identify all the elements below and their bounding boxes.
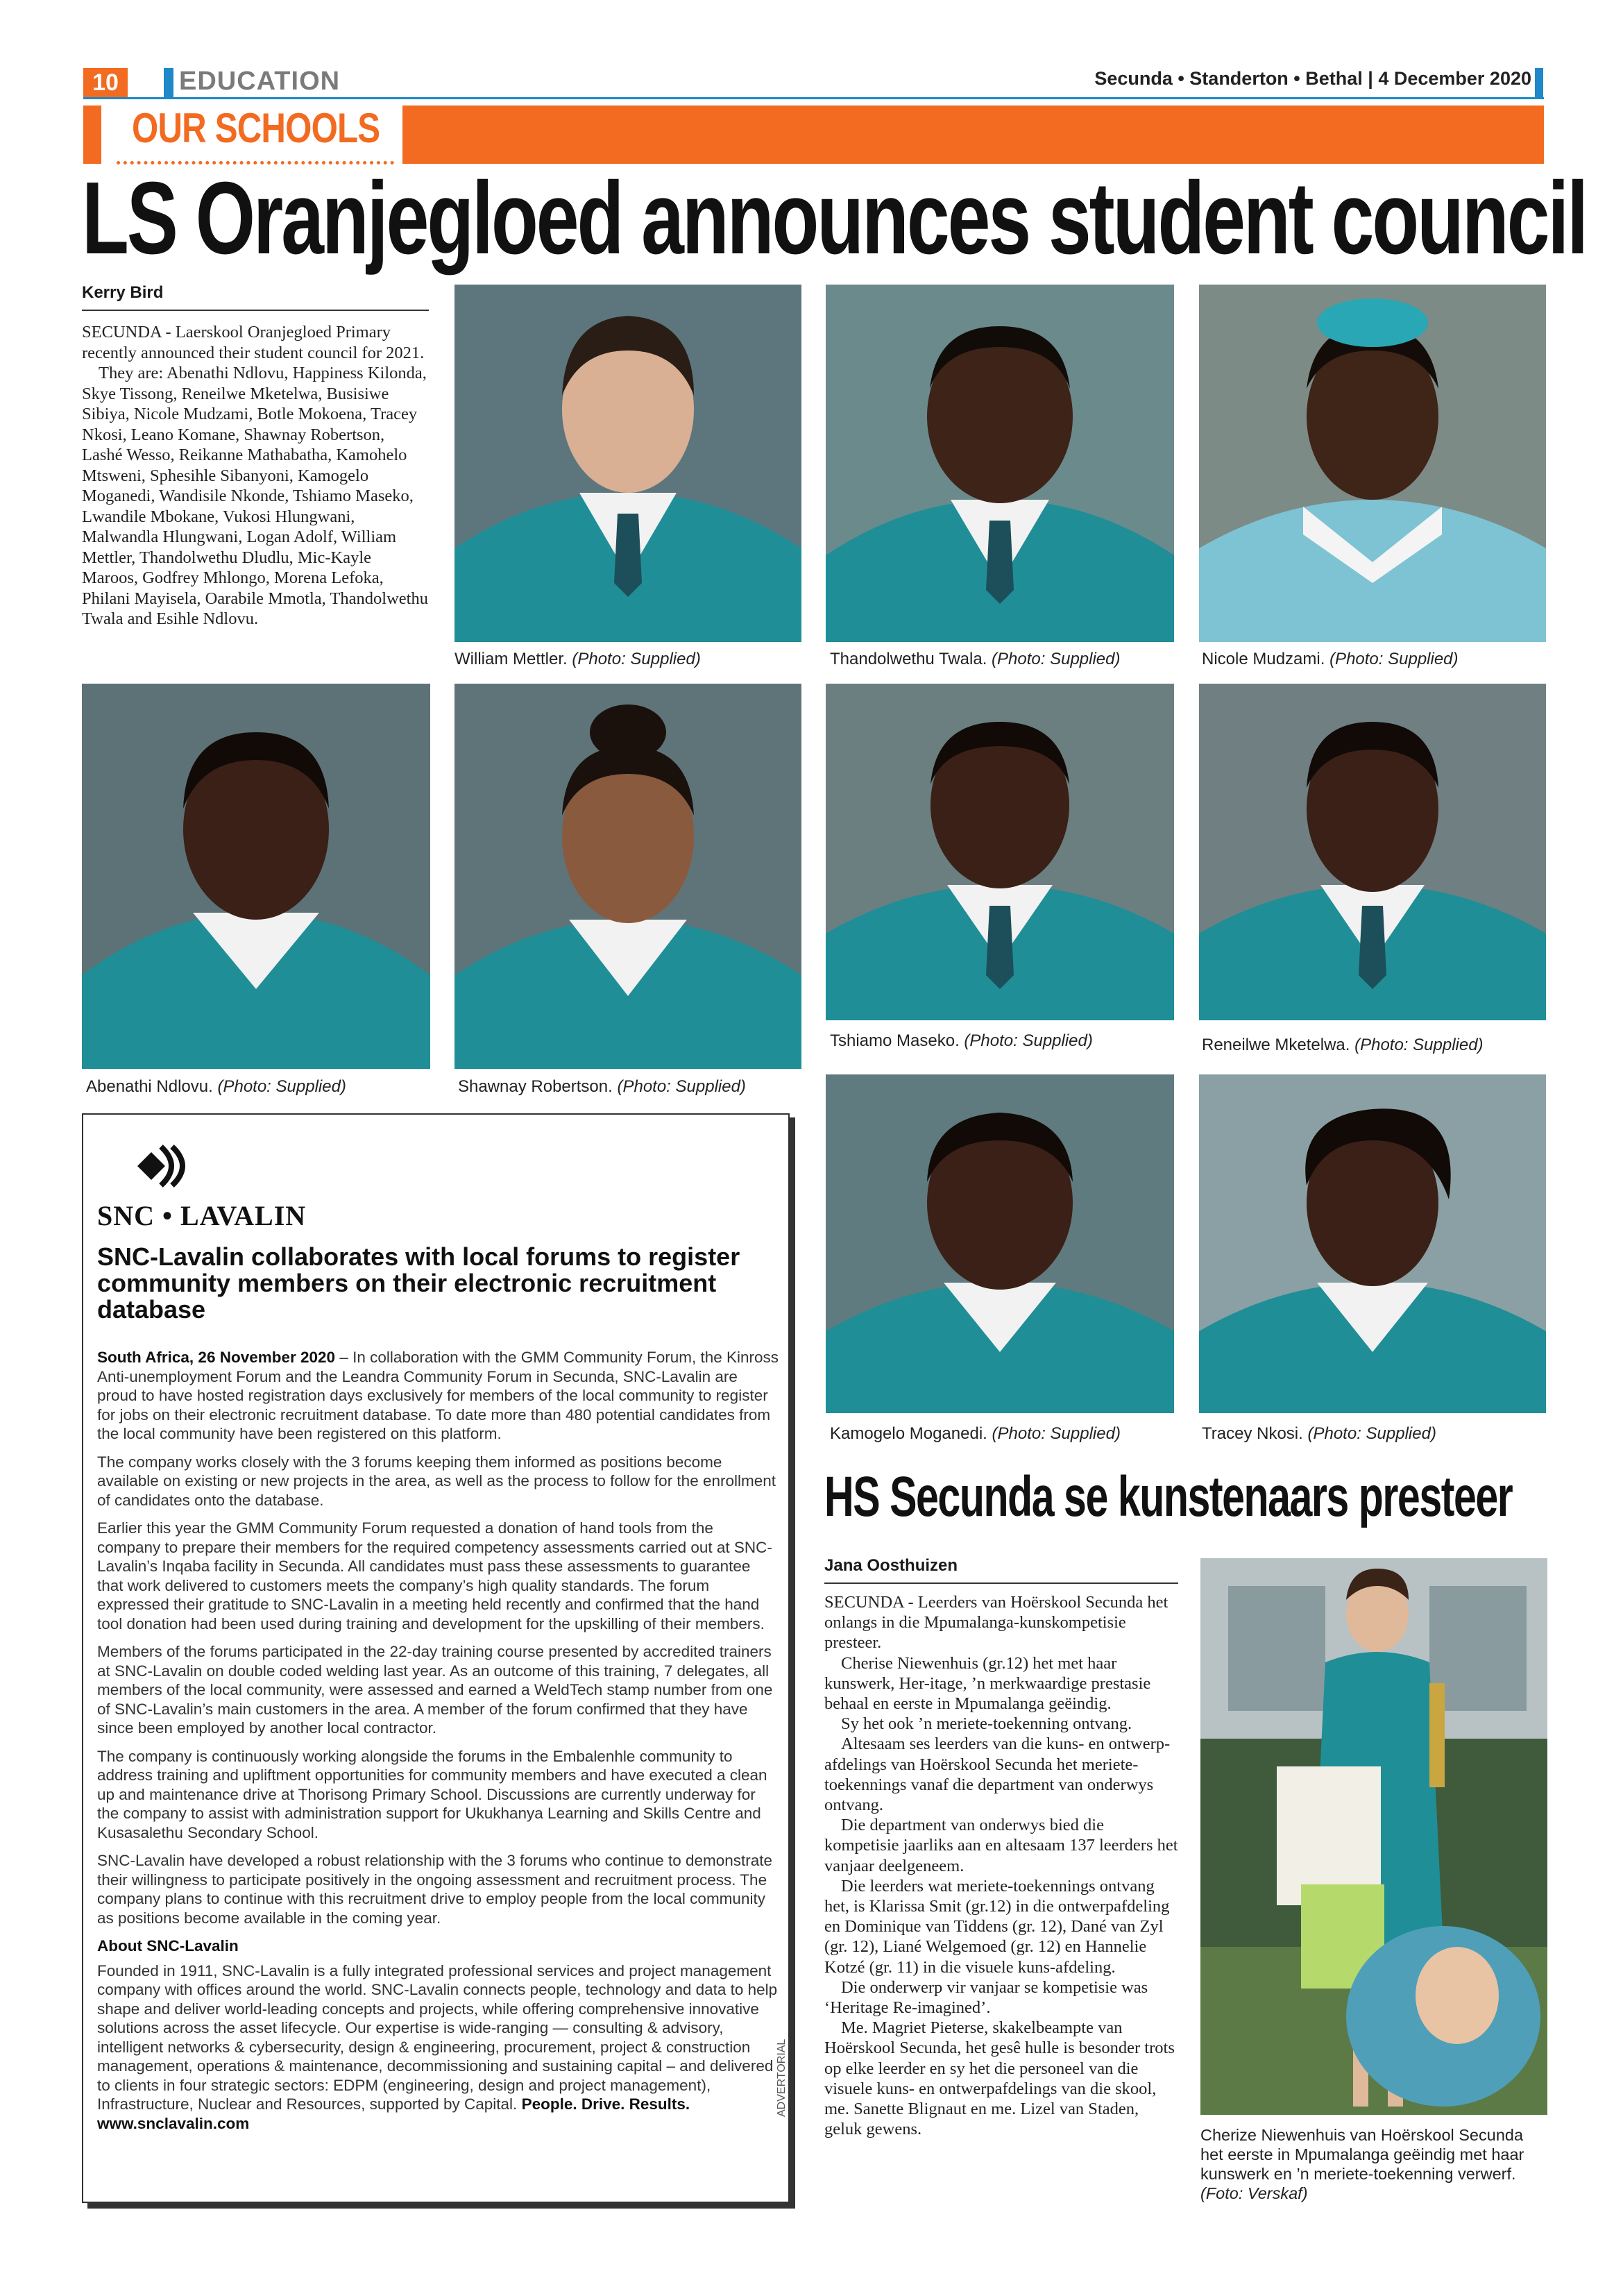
portrait-illustration (1199, 1074, 1546, 1413)
portrait-photo (454, 684, 801, 1069)
portrait-illustration (826, 1074, 1174, 1413)
portrait-illustration (82, 684, 430, 1069)
portrait-illustration (454, 285, 801, 642)
paragraph: South Africa, 26 November 2020 – In collaboration with the GMM Community Forum, the Kinross Anti-unemployment Forum and the Leandra Community Forum in Secunda, SNC-Lavalin are proud to have hosted registration days exclusively for members of the local community to register for jobs on their electronic recruitment database. To date more than 480 potential candidates from the local community have been registered on this platform. (97, 1349, 779, 1442)
paragraph: The company is continuously working alongside the forums in the Embalenhle community to address training and upliftment opportunities for community members and have executed a clean up and maintenance drive at Thorisong Primary School. Discussions are currently underway for the company to assist with administration support for Ukukhanya Learning and Skills Centre and Kusasalethu Secondary School. (97, 1747, 767, 1841)
paragraph: Sy het ook ’n meriete-toekenning ontvang. (841, 1714, 1132, 1734)
kicker-tab (83, 105, 101, 164)
kicker-band (402, 105, 1544, 164)
advertorial-body (97, 1348, 781, 2142)
paragraph: Founded in 1911, SNC-Lavalin is a fully integrated professional services and project management company with offices around the world. SNC-Lavalin connects people, technology and data to help shape and deliver world-leading concepts and projects, while offering comprehensive innovative solutions across the asset lifecycle. Our expertise is wide-ranging — consulting & advisory, intelligent networks & cybersecurity, design & engineering, procurement, project & construction management, operations & maintenance, decommissioning and sustaining capital – and delivered to clients in four strategic sectors: EDPM (engineering, design and project management), Infrastructure, Nuclear and Resources, supported by Capital. People. Drive. Results. www.snclavalin.com (97, 1961, 778, 2132)
article-photo (1200, 1558, 1547, 2115)
portrait-illustration (1199, 285, 1546, 642)
photo-caption: Shawnay Robertson. (Photo: Supplied) (458, 1077, 746, 1096)
photo-caption: Abenathi Ndlovu. (Photo: Supplied) (86, 1077, 346, 1096)
portrait-photo (1199, 285, 1546, 642)
paragraph: Me. Magriet Pieterse, skakelbeampte van Hoërskool Secunda, het gesê hulle is besonder trots op elke leerder en sy het die personeel van die visuele kuns- en ontwerpafdelings van die skool, me. Sanette Blignaut en me. Lizel van Staden, geluk gewens. (824, 2018, 1175, 2139)
photo-caption: William Mettler. (Photo: Supplied) (454, 650, 701, 668)
header-rule (83, 97, 1544, 99)
portrait-illustration (454, 684, 801, 1069)
headline: LS Oranjegloed announces student council (82, 161, 1587, 276)
page-number: 10 (83, 68, 128, 97)
dateline: Secunda • Standerton • Bethal | 4 December 2020 (1094, 68, 1531, 89)
paragraph: SECUNDA - Leerders van Hoërskool Secunda het onlangs in die Mpumalanga-kunskompetisie presteer. (824, 1593, 1169, 1653)
portrait-photo (826, 684, 1174, 1020)
byline-rule (82, 310, 429, 311)
photo-caption: Tracey Nkosi. (Photo: Supplied) (1202, 1424, 1436, 1443)
headline: HS Secunda se kunstenaars presteer (824, 1465, 1513, 1528)
paragraph: Members of the forums participated in the 22-day training course presented by accredited trainers at SNC-Lavalin on double coded welding last year. As an outcome of this training, 7 delegates, all members of the local community, were assessed and earned a WeldTech stamp number from one of SNC-Lavalin’s main customers in the area. A member of the forum confirmed that they have since been employed by another local contractor. (97, 1643, 773, 1737)
section-marker (164, 68, 173, 97)
byline: Kerry Bird (82, 283, 164, 302)
section-label: EDUCATION (179, 67, 341, 96)
portrait-photo (1199, 1074, 1546, 1413)
portrait-illustration (1199, 684, 1546, 1020)
paragraph: The company works closely with the 3 forums keeping them informed as positions become available on existing or new projects in the area, as well as the process to follow for the enrollment of candidates onto the database. (97, 1453, 776, 1509)
portrait-photo (826, 285, 1174, 642)
award-photo-illustration (1200, 1558, 1547, 2115)
portrait-photo (454, 285, 801, 642)
article-body (824, 1592, 1178, 2139)
ad-box-shadow (87, 2203, 795, 2209)
portrait-photo (1199, 684, 1546, 1020)
paragraph: Die leerders wat meriete-toekennings ontvang het, is Klarissa Smit (gr.12) in die ontwerpafdeling en Dominique van Tiddens (gr. 12), Dané van Zyl (gr. 12), Liané Welgemoed (gr. 12) en Hannelie Kotzé (gr. 11) in die visuele kuns-afdeling. (824, 1876, 1170, 1977)
advertorial-title: SNC-Lavalin collaborates with local forums to register community members on their electronic recruitment database (97, 1242, 740, 1324)
advertorial-label: ADVERTORIAL (776, 2038, 788, 2117)
byline: Jana Oosthuizen (824, 1556, 958, 1575)
photo-caption: Thandolwethu Twala. (Photo: Supplied) (830, 650, 1121, 668)
paragraph: Altesaam ses leerders van die kuns- en ontwerp-afdelings van Hoërskool Secunda het meriete-toekennings vanaf die department van onderwys ontvang. (824, 1734, 1171, 1815)
portrait-illustration (826, 285, 1174, 642)
photo-caption: Kamogelo Moganedi. (Photo: Supplied) (830, 1424, 1121, 1443)
byline-rule (824, 1582, 1178, 1584)
dateline-marker (1535, 68, 1543, 97)
paragraph: Die onderwerp vir vanjaar se kompetisie was ‘Heritage Re-imagined’. (824, 1977, 1148, 2018)
paragraph: SECUNDA - Laerskool Oranjegloed Primary recently announced their student council for 2021. (82, 323, 425, 362)
ad-box-shadow (790, 1117, 795, 2207)
photo-caption: Nicole Mudzami. (Photo: Supplied) (1202, 650, 1459, 668)
photo-caption: Cherize Niewenhuis van Hoërskool Secunda het eerste in Mpumalanga geëindig met haar kunswerk en ’n meriete-toekenning verwerf. (Foto: Verskaf) (1200, 2126, 1524, 2202)
paragraph: They are: Abenathi Ndlovu, Happiness Kilonda, Skye Tissong, Reneilwe Mketelwa, Busisiwe Sibiya, Nicole Mudzami, Botle Mokoena, Tracey Nkosi, Leano Komane, Shawnay Robertson, Lashé Wesso, Reikanne Mathabatha, Kamohelo Mtsweni, Sphesihle Sibanyoni, Kamogelo Moganedi, Wandisile Nkonde, Tshiamo Maseko, Lwandile Mbokane, Vukosi Hlungwani, Malwandla Hlungwani, Logan Adolf, William Mettler, Thandolwethu Dludlu, Mic-Kayle Maroos, Godfrey Mhlongo, Morena Lefoka, Philani Mayisela, Oarabile Mmotla, Thandolwethu Twala and Esihle Ndlovu. (82, 364, 428, 628)
portrait-illustration (826, 684, 1174, 1020)
portrait-photo (82, 684, 430, 1069)
snc-lavalin-logo-icon (132, 1138, 194, 1194)
paragraph: SNC-Lavalin have developed a robust relationship with the 3 forums who continue to demonstrate their willingness to participate positively in the ongoing assessment and recruitment process. The company plans to continue with this recruitment drive to employ people from the local community as positions become available in the coming year. (97, 1852, 773, 1927)
paragraph: Die department van onderwys bied die kompetisie jaarliks aan en altesaam 137 leerders het vanjaar deelgeneem. (824, 1816, 1178, 1875)
article-body (82, 322, 429, 630)
paragraph: Cherise Niewenhuis (gr.12) het met haar kunswerk, Her-itage, ’n merkwaardige prestasie behaal en eerste in Mpumalanga geëindig. (824, 1653, 1151, 1714)
snc-lavalin-logo-text: SNC • LAVALIN (97, 1200, 307, 1231)
about-heading: About SNC-Lavalin (97, 1937, 239, 1955)
kicker: OUR SCHOOLS (132, 105, 380, 151)
photo-caption: Reneilwe Mketelwa. (Photo: Supplied) (1202, 1036, 1484, 1054)
photo-caption: Tshiamo Maseko. (Photo: Supplied) (830, 1031, 1093, 1050)
paragraph: Earlier this year the GMM Community Forum requested a donation of hand tools from the company to prepare their members for the required competency assessments carried out at SNC-Lavalin’s Inqaba facility in Secunda. All candidates must pass these assessments to guarantee that work delivered to customers meets the company’s high quality standards. The forum expressed their gratitude to SNC-Lavalin in a meeting held recently and confirmed that the hand tool donation had been used during training and development for the upskilling of their members. (97, 1519, 772, 1632)
portrait-photo (826, 1074, 1174, 1413)
